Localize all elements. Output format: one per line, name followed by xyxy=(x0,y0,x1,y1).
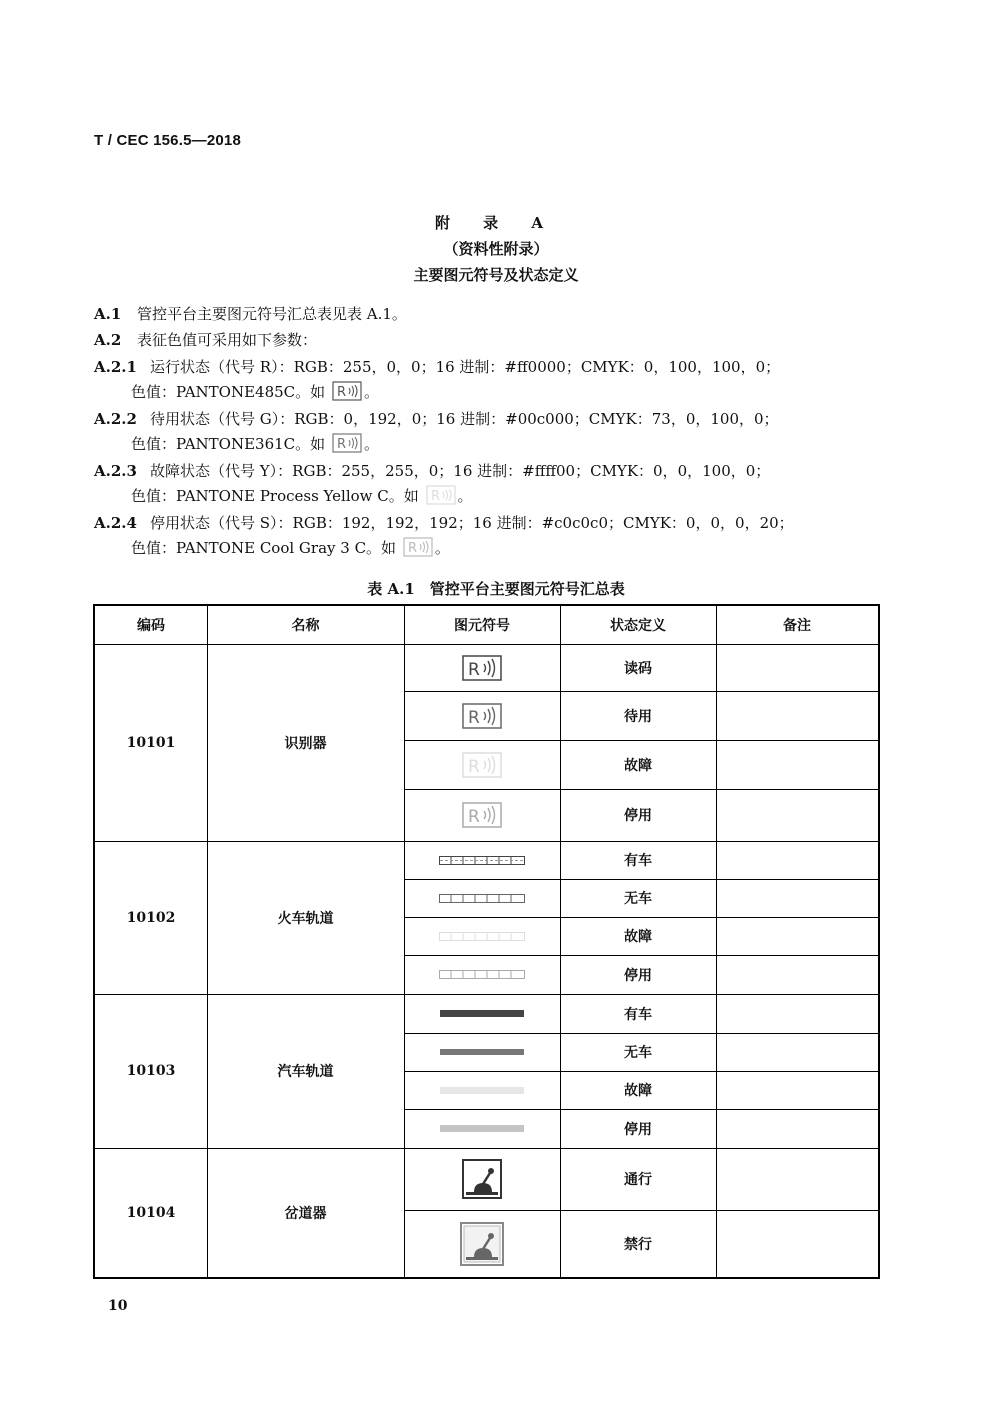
svg-text:R: R xyxy=(468,659,480,680)
state-label: 故障 xyxy=(624,757,652,774)
appendix-heading: 主要图元符号及状态定义 xyxy=(413,266,579,284)
column-header-symbol: 图元符号 xyxy=(454,618,510,634)
para-text: 色值：PANTONE Process Yellow C。如 xyxy=(131,487,419,505)
road-track-icon xyxy=(404,1071,560,1109)
column-divider xyxy=(716,606,717,1277)
group-code: 10103 xyxy=(126,1063,176,1079)
para-a24 xyxy=(94,513,794,533)
reader-rfid-icon xyxy=(426,485,456,510)
train-track-icon xyxy=(404,917,560,955)
para-text: 色值：PANTONE485C。如 xyxy=(131,383,326,401)
para-label: A.2.4 xyxy=(94,514,137,532)
para-period: 。 xyxy=(434,539,450,557)
para-text: 待用状态（代号 G）：RGB：0，192，0；16 进制：#00c000；CMYK：73，0，100，0； xyxy=(150,410,779,428)
train-track-icon xyxy=(404,879,560,917)
state-label: 停用 xyxy=(624,808,652,824)
state-label: 读码 xyxy=(624,660,652,677)
state-label: 故障 xyxy=(624,1083,652,1099)
symbol-table xyxy=(93,604,880,1279)
para-text: 故障状态（代号 Y）：RGB：255，255，0；16 进制：#ffff00；CMYK：0，0，100，0； xyxy=(150,462,771,480)
para-a23 xyxy=(94,461,770,481)
track-switch-icon xyxy=(404,1148,560,1210)
para-label: A.2 xyxy=(94,331,122,349)
reader-rfid-icon xyxy=(404,644,560,691)
svg-text:R: R xyxy=(407,541,417,556)
reader-rfid-icon xyxy=(404,740,560,789)
para-period: 。 xyxy=(363,383,379,401)
group-code: 10101 xyxy=(126,734,176,751)
reader-rfid-icon xyxy=(332,381,362,406)
document-code: T / CEC 156.5—2018 xyxy=(94,132,242,149)
svg-text:R: R xyxy=(468,707,480,728)
svg-text:R: R xyxy=(468,756,480,777)
para-label: A.1 xyxy=(94,305,122,323)
para-period: 。 xyxy=(457,487,473,505)
reader-rfid-icon xyxy=(403,537,433,562)
column-header-code: 编码 xyxy=(137,618,165,634)
state-label: 无车 xyxy=(624,1045,652,1061)
para-label: A.2.1 xyxy=(94,358,137,376)
state-label: 有车 xyxy=(624,853,652,869)
para-text: 表征色值可采用如下参数： xyxy=(137,331,318,349)
group-name: 识别器 xyxy=(284,735,327,752)
table-caption: 表 A.1 管控平台主要图元符号汇总表 xyxy=(367,580,625,598)
road-track-icon xyxy=(404,1109,560,1148)
reader-rfid-icon xyxy=(404,691,560,740)
state-label: 停用 xyxy=(624,1121,652,1138)
train-track-icon xyxy=(404,955,560,994)
para-text: 运行状态（代号 R）：RGB：255，0，0；16 进制：#ff0000；CMYK：0，100，100，0； xyxy=(150,358,781,376)
train-track-icon xyxy=(404,841,560,879)
state-label: 停用 xyxy=(624,967,652,984)
group-name: 汽车轨道 xyxy=(277,1064,334,1080)
para-a21 xyxy=(94,357,780,377)
para-a23-cont xyxy=(131,485,473,510)
para-a21-cont xyxy=(131,381,379,406)
road-track-icon xyxy=(404,1033,560,1071)
page-number: 10 xyxy=(108,1298,128,1314)
para-label: A.2.3 xyxy=(94,462,137,480)
svg-text:R: R xyxy=(336,385,346,400)
appendix-title: 附 录 A xyxy=(434,214,558,232)
track-switch-icon xyxy=(404,1210,560,1277)
reader-rfid-icon xyxy=(404,789,560,841)
group-code: 10102 xyxy=(126,909,176,926)
group-code: 10104 xyxy=(126,1204,176,1221)
group-name: 岔道器 xyxy=(284,1205,327,1222)
para-text: 停用状态（代号 S）：RGB：192，192，192；16 进制：#c0c0c0；CMYK：0，0，0，20； xyxy=(150,514,794,532)
state-label: 有车 xyxy=(624,1006,652,1023)
para-text: 色值：PANTONE361C。如 xyxy=(131,435,326,453)
state-label: 故障 xyxy=(624,929,652,945)
appendix-subtitle: （资料性附录） xyxy=(443,240,549,258)
reader-rfid-icon xyxy=(332,433,362,458)
state-label: 待用 xyxy=(624,708,652,725)
svg-text:R: R xyxy=(468,807,480,827)
column-header-remark: 备注 xyxy=(783,618,811,634)
state-label: 禁行 xyxy=(624,1236,652,1253)
svg-text:R: R xyxy=(336,437,346,452)
para-a22 xyxy=(94,409,779,429)
para-label: A.2.2 xyxy=(94,410,137,428)
para-period: 。 xyxy=(363,435,379,453)
svg-text:R: R xyxy=(430,489,440,504)
para-a1 xyxy=(94,304,407,324)
state-label: 通行 xyxy=(624,1172,652,1188)
road-track-icon xyxy=(404,994,560,1033)
column-header-state: 状态定义 xyxy=(610,618,666,634)
para-a2 xyxy=(94,330,317,350)
column-header-name: 名称 xyxy=(291,618,320,634)
para-text: 管控平台主要图元符号汇总表见表 A.1。 xyxy=(137,305,407,323)
group-name: 火车轨道 xyxy=(277,910,334,927)
para-a22-cont xyxy=(131,433,379,458)
para-text: 色值：PANTONE Cool Gray 3 C。如 xyxy=(131,539,397,557)
state-label: 无车 xyxy=(624,891,652,907)
para-a24-cont xyxy=(131,537,450,562)
